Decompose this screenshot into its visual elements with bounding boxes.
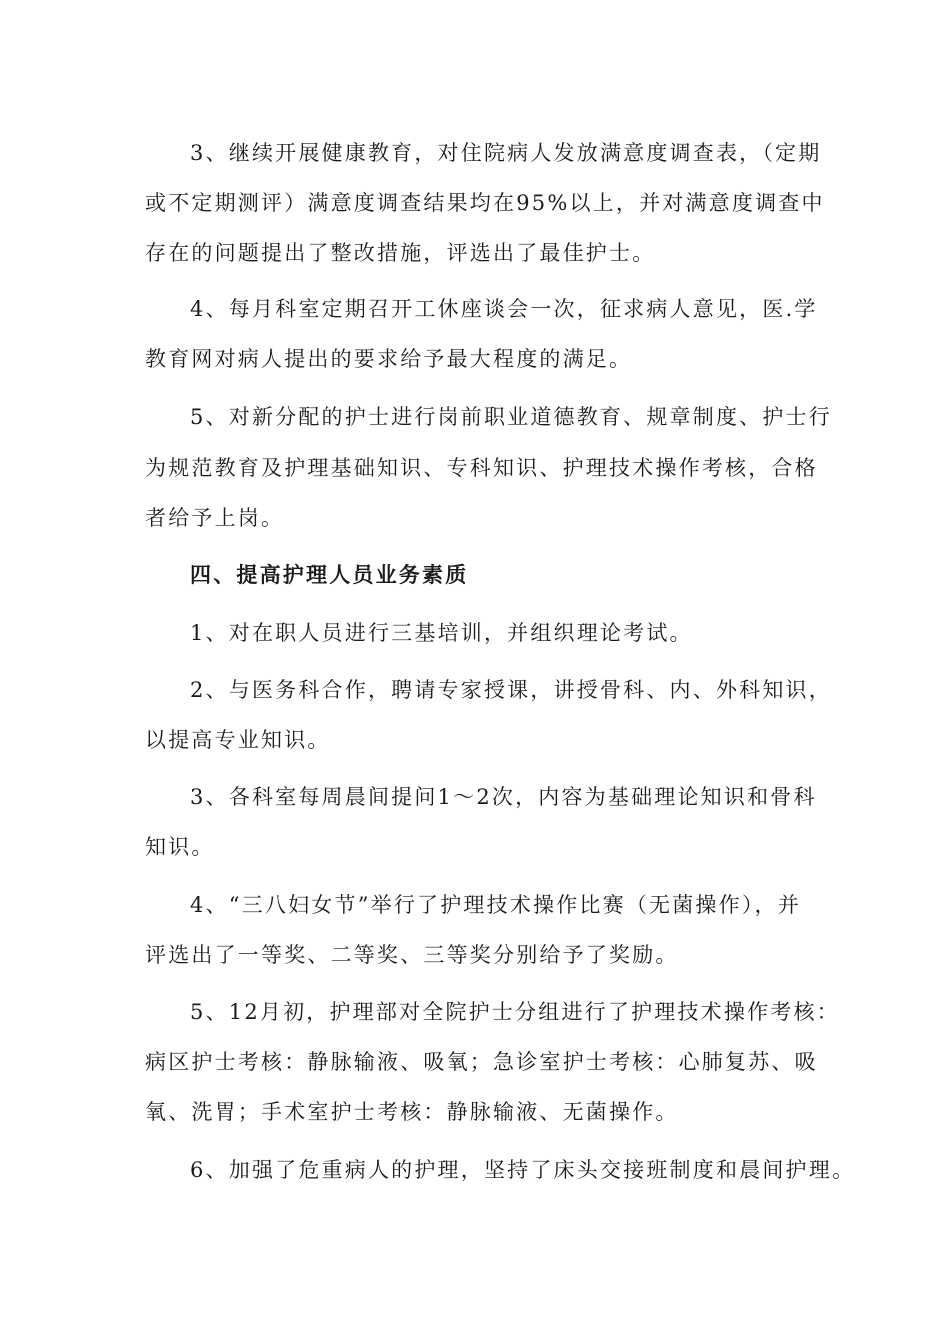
section-item-2-line-1: 2、与医务科合作，聘请专家授课，讲授骨科、内、外科知识， bbox=[190, 678, 832, 702]
section-item-2-line-2: 以提高专业知识。 bbox=[145, 728, 331, 752]
paragraph-3-line-1: 3、继续开展健康教育，对住院病人发放满意度调查表，（定期 bbox=[190, 141, 822, 165]
section-item-4-line-1: 4、“三八妇女节”举行了护理技术操作比赛（无菌操作），并 bbox=[190, 893, 801, 917]
paragraph-4-line-1: 4、每月科室定期召开工休座谈会一次，征求病人意见，医.学 bbox=[190, 297, 818, 321]
paragraph-3-line-2: 或不定期测评）满意度调查结果均在95%以上，并对满意度调查中 bbox=[145, 191, 825, 215]
section-item-5-line-1: 5、12月初，护理部对全院护士分组进行了护理技术操作考核： bbox=[190, 1000, 840, 1024]
paragraph-5-line-3: 者给予上岗。 bbox=[145, 506, 285, 530]
paragraph-5-line-2: 为规范教育及护理基础知识、专科知识、护理技术操作考核，合格 bbox=[145, 456, 818, 480]
section-item-1-line-1: 1、对在职人员进行三基培训，并组织理论考试。 bbox=[190, 621, 693, 645]
section-item-5-line-3: 氧、洗胃；手术室护士考核：静脉输液、无菌操作。 bbox=[145, 1100, 679, 1124]
section-item-4-line-2: 评选出了一等奖、二等奖、三等奖分别给予了奖励。 bbox=[145, 943, 679, 967]
section-item-5-line-2: 病区护士考核：静脉输液、吸氧；急诊室护士考核：心肺复苏、吸 bbox=[145, 1050, 818, 1074]
paragraph-4-line-2: 教育网对病人提出的要求给予最大程度的满足。 bbox=[145, 347, 633, 371]
section-item-3-line-2: 知识。 bbox=[145, 835, 215, 859]
paragraph-3-line-3: 存在的问题提出了整改措施，评选出了最佳护士。 bbox=[145, 241, 656, 265]
section-heading: 四、提高护理人员业务素质 bbox=[190, 562, 469, 587]
paragraph-5-line-1: 5、对新分配的护士进行岗前职业道德教育、规章制度、护士行 bbox=[190, 405, 832, 429]
section-item-6-line-1: 6、加强了危重病人的护理，坚持了床头交接班制度和晨间护理。 bbox=[190, 1158, 856, 1182]
section-item-3-line-1: 3、各科室每周晨间提问1～2次，内容为基础理论知识和骨科 bbox=[190, 785, 817, 809]
